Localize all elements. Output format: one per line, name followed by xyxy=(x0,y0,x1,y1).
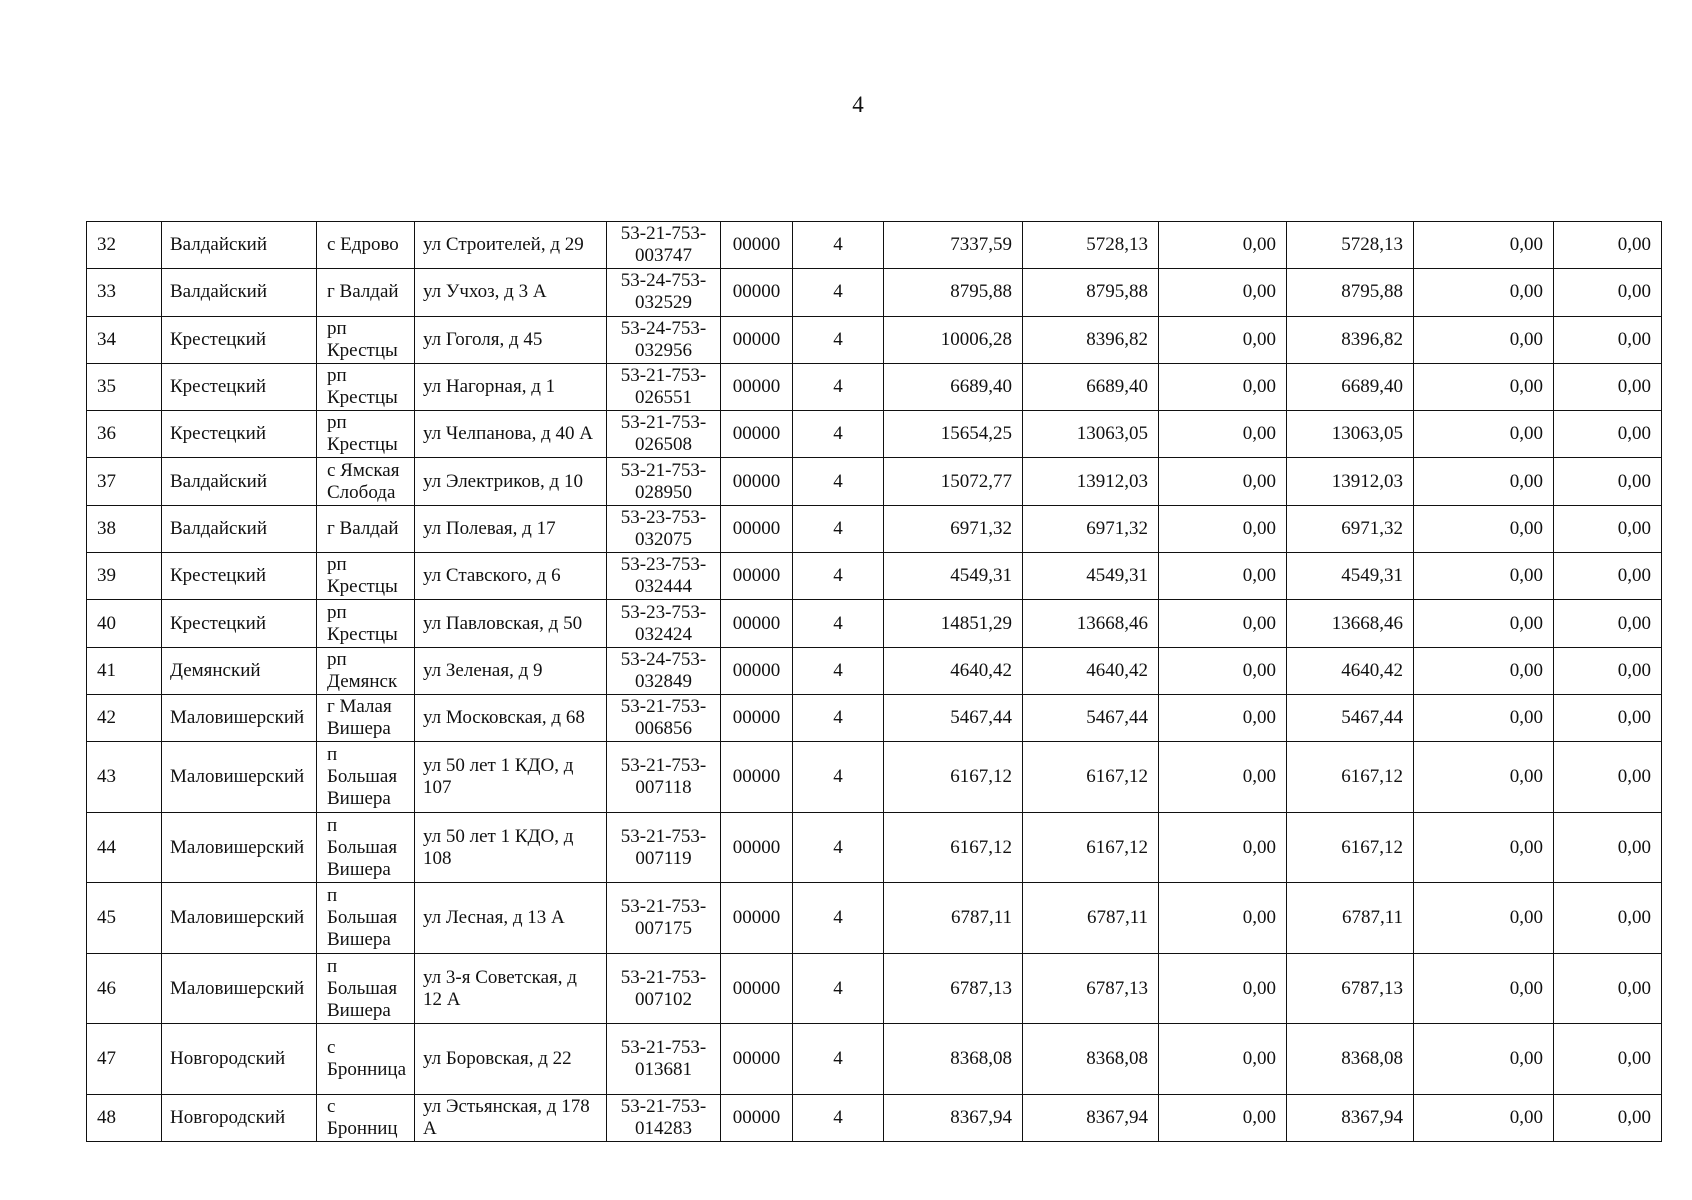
amount-1-cell: 6167,12 xyxy=(1023,742,1159,813)
table-row xyxy=(87,553,1662,600)
amount-4-cell: 0,00 xyxy=(1414,222,1554,269)
amount-4-cell: 0,00 xyxy=(1414,600,1554,647)
row-number-cell: 35 xyxy=(87,363,162,410)
row-number-cell: 46 xyxy=(87,953,162,1024)
amount-3-cell: 13668,46 xyxy=(1287,600,1414,647)
amount-3-cell: 6787,11 xyxy=(1287,883,1414,954)
address-cell: ул 50 лет 1 КДО, д 108 xyxy=(415,812,607,883)
total-amount-cell: 8368,08 xyxy=(884,1024,1023,1095)
amount-3-cell: 8795,88 xyxy=(1287,269,1414,316)
amount-3-cell: 4549,31 xyxy=(1287,553,1414,600)
amount-2-cell: 0,00 xyxy=(1159,458,1287,505)
amount-5-cell: 0,00 xyxy=(1554,742,1662,813)
settlement-cell: рп Крестцы xyxy=(317,600,415,647)
amount-4-cell: 0,00 xyxy=(1414,647,1554,694)
code-cell: 53-21-753-006856 xyxy=(607,694,721,741)
kind-code-cell: 00000 xyxy=(721,316,793,363)
category-cell: 4 xyxy=(793,458,884,505)
district-cell: Новгородский xyxy=(162,1024,317,1095)
amount-1-cell: 8396,82 xyxy=(1023,316,1159,363)
district-cell: Маловишерский xyxy=(162,953,317,1024)
total-amount-cell: 6167,12 xyxy=(884,812,1023,883)
settlement-cell: с Бронница xyxy=(317,1024,415,1095)
table-row xyxy=(87,953,1662,1024)
total-amount-cell: 6787,11 xyxy=(884,883,1023,954)
settlement-cell: рп Крестцы xyxy=(317,411,415,458)
amount-5-cell: 0,00 xyxy=(1554,363,1662,410)
amount-3-cell: 4640,42 xyxy=(1287,647,1414,694)
amount-1-cell: 6167,12 xyxy=(1023,812,1159,883)
address-cell: ул 3-я Советская, д 12 А xyxy=(415,953,607,1024)
table-row xyxy=(87,363,1662,410)
address-cell: ул 50 лет 1 КДО, д 107 xyxy=(415,742,607,813)
table-row xyxy=(87,742,1662,813)
code-cell: 53-24-753-032849 xyxy=(607,647,721,694)
category-cell: 4 xyxy=(793,505,884,552)
amount-5-cell: 0,00 xyxy=(1554,553,1662,600)
kind-code-cell: 00000 xyxy=(721,1094,793,1141)
amount-4-cell: 0,00 xyxy=(1414,883,1554,954)
amount-1-cell: 6971,32 xyxy=(1023,505,1159,552)
table-row xyxy=(87,883,1662,954)
amount-5-cell: 0,00 xyxy=(1554,505,1662,552)
district-cell: Новгородский xyxy=(162,1094,317,1141)
row-number-cell: 42 xyxy=(87,694,162,741)
code-cell: 53-23-753-032075 xyxy=(607,505,721,552)
district-cell: Маловишерский xyxy=(162,883,317,954)
table-row xyxy=(87,812,1662,883)
table-row xyxy=(87,1024,1662,1095)
kind-code-cell: 00000 xyxy=(721,363,793,410)
table-row xyxy=(87,269,1662,316)
code-cell: 53-21-753-007175 xyxy=(607,883,721,954)
amount-2-cell: 0,00 xyxy=(1159,316,1287,363)
amount-1-cell: 6689,40 xyxy=(1023,363,1159,410)
amount-5-cell: 0,00 xyxy=(1554,1094,1662,1141)
kind-code-cell: 00000 xyxy=(721,647,793,694)
row-number-cell: 36 xyxy=(87,411,162,458)
category-cell: 4 xyxy=(793,1024,884,1095)
amount-5-cell: 0,00 xyxy=(1554,411,1662,458)
kind-code-cell: 00000 xyxy=(721,953,793,1024)
settlement-cell: г Малая Вишера xyxy=(317,694,415,741)
amount-1-cell: 13063,05 xyxy=(1023,411,1159,458)
amount-1-cell: 8368,08 xyxy=(1023,1024,1159,1095)
address-cell: ул Полевая, д 17 xyxy=(415,505,607,552)
district-cell: Валдайский xyxy=(162,458,317,505)
row-number-cell: 41 xyxy=(87,647,162,694)
amount-3-cell: 13912,03 xyxy=(1287,458,1414,505)
row-number-cell: 37 xyxy=(87,458,162,505)
settlement-cell: п Большая Вишера xyxy=(317,742,415,813)
row-number-cell: 34 xyxy=(87,316,162,363)
amount-2-cell: 0,00 xyxy=(1159,269,1287,316)
district-cell: Крестецкий xyxy=(162,363,317,410)
district-cell: Валдайский xyxy=(162,222,317,269)
amount-4-cell: 0,00 xyxy=(1414,953,1554,1024)
amount-2-cell: 0,00 xyxy=(1159,812,1287,883)
amount-5-cell: 0,00 xyxy=(1554,883,1662,954)
kind-code-cell: 00000 xyxy=(721,269,793,316)
amount-3-cell: 5728,13 xyxy=(1287,222,1414,269)
amount-2-cell: 0,00 xyxy=(1159,694,1287,741)
amount-4-cell: 0,00 xyxy=(1414,742,1554,813)
address-cell: ул Гоголя, д 45 xyxy=(415,316,607,363)
table-row xyxy=(87,222,1662,269)
kind-code-cell: 00000 xyxy=(721,458,793,505)
district-cell: Крестецкий xyxy=(162,316,317,363)
code-cell: 53-21-753-007118 xyxy=(607,742,721,813)
total-amount-cell: 8367,94 xyxy=(884,1094,1023,1141)
amount-3-cell: 6167,12 xyxy=(1287,812,1414,883)
amount-2-cell: 0,00 xyxy=(1159,1094,1287,1141)
category-cell: 4 xyxy=(793,812,884,883)
amount-4-cell: 0,00 xyxy=(1414,316,1554,363)
amount-4-cell: 0,00 xyxy=(1414,363,1554,410)
kind-code-cell: 00000 xyxy=(721,742,793,813)
total-amount-cell: 10006,28 xyxy=(884,316,1023,363)
amount-3-cell: 6689,40 xyxy=(1287,363,1414,410)
category-cell: 4 xyxy=(793,1094,884,1141)
amount-2-cell: 0,00 xyxy=(1159,647,1287,694)
kind-code-cell: 00000 xyxy=(721,411,793,458)
settlement-cell: г Валдай xyxy=(317,269,415,316)
amount-5-cell: 0,00 xyxy=(1554,1024,1662,1095)
total-amount-cell: 15072,77 xyxy=(884,458,1023,505)
total-amount-cell: 5467,44 xyxy=(884,694,1023,741)
total-amount-cell: 6689,40 xyxy=(884,363,1023,410)
amount-2-cell: 0,00 xyxy=(1159,600,1287,647)
amount-2-cell: 0,00 xyxy=(1159,953,1287,1024)
amount-3-cell: 6167,12 xyxy=(1287,742,1414,813)
page-number: 4 xyxy=(852,92,864,117)
amount-2-cell: 0,00 xyxy=(1159,553,1287,600)
kind-code-cell: 00000 xyxy=(721,553,793,600)
amount-5-cell: 0,00 xyxy=(1554,812,1662,883)
table-row xyxy=(87,458,1662,505)
amount-3-cell: 8368,08 xyxy=(1287,1024,1414,1095)
category-cell: 4 xyxy=(793,953,884,1024)
amount-1-cell: 4549,31 xyxy=(1023,553,1159,600)
amount-4-cell: 0,00 xyxy=(1414,505,1554,552)
table-row xyxy=(87,411,1662,458)
amount-1-cell: 13912,03 xyxy=(1023,458,1159,505)
amount-5-cell: 0,00 xyxy=(1554,316,1662,363)
code-cell: 53-24-753-032529 xyxy=(607,269,721,316)
kind-code-cell: 00000 xyxy=(721,812,793,883)
settlement-cell: г Валдай xyxy=(317,505,415,552)
amount-5-cell: 0,00 xyxy=(1554,953,1662,1024)
category-cell: 4 xyxy=(793,411,884,458)
district-cell: Валдайский xyxy=(162,505,317,552)
kind-code-cell: 00000 xyxy=(721,505,793,552)
settlement-cell: рп Крестцы xyxy=(317,363,415,410)
amount-3-cell: 6971,32 xyxy=(1287,505,1414,552)
district-cell: Маловишерский xyxy=(162,812,317,883)
row-number-cell: 38 xyxy=(87,505,162,552)
code-cell: 53-21-753-014283 xyxy=(607,1094,721,1141)
total-amount-cell: 6167,12 xyxy=(884,742,1023,813)
row-number-cell: 48 xyxy=(87,1094,162,1141)
category-cell: 4 xyxy=(793,363,884,410)
category-cell: 4 xyxy=(793,694,884,741)
address-cell: ул Электриков, д 10 xyxy=(415,458,607,505)
total-amount-cell: 14851,29 xyxy=(884,600,1023,647)
settlement-cell: рп Крестцы xyxy=(317,316,415,363)
settlement-cell: рп Демянск xyxy=(317,647,415,694)
settlement-cell: с Бронниц xyxy=(317,1094,415,1141)
amount-4-cell: 0,00 xyxy=(1414,411,1554,458)
amount-4-cell: 0,00 xyxy=(1414,269,1554,316)
address-cell: ул Эстьянская, д 178 А xyxy=(415,1094,607,1141)
address-cell: ул Павловская, д 50 xyxy=(415,600,607,647)
amount-2-cell: 0,00 xyxy=(1159,505,1287,552)
amount-2-cell: 0,00 xyxy=(1159,883,1287,954)
amount-1-cell: 4640,42 xyxy=(1023,647,1159,694)
amount-4-cell: 0,00 xyxy=(1414,1094,1554,1141)
amount-5-cell: 0,00 xyxy=(1554,694,1662,741)
amount-1-cell: 13668,46 xyxy=(1023,600,1159,647)
code-cell: 53-21-753-026508 xyxy=(607,411,721,458)
settlement-cell: п Большая Вишера xyxy=(317,953,415,1024)
address-cell: ул Учхоз, д 3 А xyxy=(415,269,607,316)
category-cell: 4 xyxy=(793,316,884,363)
amount-5-cell: 0,00 xyxy=(1554,600,1662,647)
district-cell: Крестецкий xyxy=(162,600,317,647)
total-amount-cell: 6971,32 xyxy=(884,505,1023,552)
address-cell: ул Ставского, д 6 xyxy=(415,553,607,600)
total-amount-cell: 7337,59 xyxy=(884,222,1023,269)
amount-3-cell: 8396,82 xyxy=(1287,316,1414,363)
amount-1-cell: 8367,94 xyxy=(1023,1094,1159,1141)
table-body xyxy=(87,222,1662,1142)
category-cell: 4 xyxy=(793,222,884,269)
total-amount-cell: 6787,13 xyxy=(884,953,1023,1024)
kind-code-cell: 00000 xyxy=(721,600,793,647)
district-cell: Маловишерский xyxy=(162,742,317,813)
row-number-cell: 44 xyxy=(87,812,162,883)
district-cell: Маловишерский xyxy=(162,694,317,741)
settlement-cell: п Большая Вишера xyxy=(317,812,415,883)
total-amount-cell: 4640,42 xyxy=(884,647,1023,694)
kind-code-cell: 00000 xyxy=(721,222,793,269)
settlement-cell: с Едрово xyxy=(317,222,415,269)
category-cell: 4 xyxy=(793,647,884,694)
amount-1-cell: 6787,11 xyxy=(1023,883,1159,954)
amount-4-cell: 0,00 xyxy=(1414,458,1554,505)
amount-2-cell: 0,00 xyxy=(1159,411,1287,458)
category-cell: 4 xyxy=(793,269,884,316)
amount-4-cell: 0,00 xyxy=(1414,694,1554,741)
table-row xyxy=(87,694,1662,741)
table-row xyxy=(87,505,1662,552)
amount-3-cell: 6787,13 xyxy=(1287,953,1414,1024)
district-cell: Крестецкий xyxy=(162,553,317,600)
amount-5-cell: 0,00 xyxy=(1554,458,1662,505)
category-cell: 4 xyxy=(793,742,884,813)
code-cell: 53-21-753-013681 xyxy=(607,1024,721,1095)
amount-3-cell: 5467,44 xyxy=(1287,694,1414,741)
settlement-cell: рп Крестцы xyxy=(317,553,415,600)
amount-2-cell: 0,00 xyxy=(1159,742,1287,813)
code-cell: 53-21-753-007119 xyxy=(607,812,721,883)
amount-4-cell: 0,00 xyxy=(1414,1024,1554,1095)
amount-1-cell: 6787,13 xyxy=(1023,953,1159,1024)
code-cell: 53-21-753-007102 xyxy=(607,953,721,1024)
amount-4-cell: 0,00 xyxy=(1414,812,1554,883)
table-row xyxy=(87,1094,1662,1141)
amount-3-cell: 13063,05 xyxy=(1287,411,1414,458)
category-cell: 4 xyxy=(793,553,884,600)
address-cell: ул Челпанова, д 40 А xyxy=(415,411,607,458)
code-cell: 53-21-753-028950 xyxy=(607,458,721,505)
address-cell: ул Нагорная, д 1 xyxy=(415,363,607,410)
amount-3-cell: 8367,94 xyxy=(1287,1094,1414,1141)
row-number-cell: 47 xyxy=(87,1024,162,1095)
row-number-cell: 40 xyxy=(87,600,162,647)
total-amount-cell: 8795,88 xyxy=(884,269,1023,316)
code-cell: 53-21-753-003747 xyxy=(607,222,721,269)
address-cell: ул Строителей, д 29 xyxy=(415,222,607,269)
data-table xyxy=(86,221,1662,1142)
district-cell: Валдайский xyxy=(162,269,317,316)
category-cell: 4 xyxy=(793,600,884,647)
amount-4-cell: 0,00 xyxy=(1414,553,1554,600)
category-cell: 4 xyxy=(793,883,884,954)
amount-5-cell: 0,00 xyxy=(1554,222,1662,269)
table-row xyxy=(87,316,1662,363)
row-number-cell: 32 xyxy=(87,222,162,269)
address-cell: ул Лесная, д 13 А xyxy=(415,883,607,954)
amount-2-cell: 0,00 xyxy=(1159,1024,1287,1095)
amount-2-cell: 0,00 xyxy=(1159,222,1287,269)
table-row xyxy=(87,600,1662,647)
row-number-cell: 45 xyxy=(87,883,162,954)
code-cell: 53-23-753-032424 xyxy=(607,600,721,647)
address-cell: ул Боровская, д 22 xyxy=(415,1024,607,1095)
row-number-cell: 33 xyxy=(87,269,162,316)
code-cell: 53-23-753-032444 xyxy=(607,553,721,600)
total-amount-cell: 4549,31 xyxy=(884,553,1023,600)
address-cell: ул Московская, д 68 xyxy=(415,694,607,741)
amount-1-cell: 5467,44 xyxy=(1023,694,1159,741)
amount-2-cell: 0,00 xyxy=(1159,363,1287,410)
amount-5-cell: 0,00 xyxy=(1554,647,1662,694)
district-cell: Крестецкий xyxy=(162,411,317,458)
amount-5-cell: 0,00 xyxy=(1554,269,1662,316)
row-number-cell: 39 xyxy=(87,553,162,600)
kind-code-cell: 00000 xyxy=(721,694,793,741)
kind-code-cell: 00000 xyxy=(721,883,793,954)
settlement-cell: с Ямская Слобода xyxy=(317,458,415,505)
settlement-cell: п Большая Вишера xyxy=(317,883,415,954)
code-cell: 53-24-753-032956 xyxy=(607,316,721,363)
amount-1-cell: 5728,13 xyxy=(1023,222,1159,269)
address-cell: ул Зеленая, д 9 xyxy=(415,647,607,694)
kind-code-cell: 00000 xyxy=(721,1024,793,1095)
total-amount-cell: 15654,25 xyxy=(884,411,1023,458)
district-cell: Демянский xyxy=(162,647,317,694)
row-number-cell: 43 xyxy=(87,742,162,813)
table-row xyxy=(87,647,1662,694)
code-cell: 53-21-753-026551 xyxy=(607,363,721,410)
amount-1-cell: 8795,88 xyxy=(1023,269,1159,316)
